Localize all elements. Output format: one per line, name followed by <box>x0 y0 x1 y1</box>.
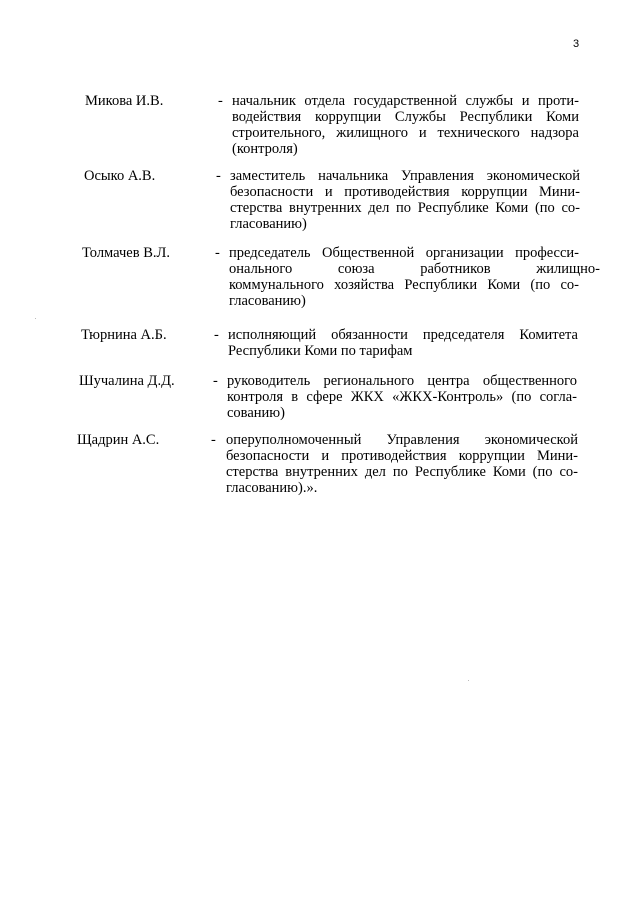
position-line: водействия коррупции Службы Республики Коми <box>232 109 579 125</box>
position-line: стерства внутренних дел по Республике Коми (по со- <box>226 464 578 480</box>
position-line: руководитель регионального центра общественного <box>227 373 577 389</box>
position-line: безопасности и противодействия коррупции Мини- <box>230 184 580 200</box>
member-position <box>228 327 578 359</box>
member-position <box>232 93 579 157</box>
member-name: Тюрнина А.Б. <box>81 327 167 343</box>
position-line: коммунального хозяйства Республики Коми (по со- <box>229 277 579 293</box>
position-line: безопасности и противодействия коррупции Мини- <box>226 448 578 464</box>
scan-speck <box>468 680 469 681</box>
position-line: контроля в сфере ЖКХ «ЖКХ-Контроль» (по согла- <box>227 389 577 405</box>
position-line: онального союза работников жилищно- <box>229 261 600 277</box>
position-line: гласованию) <box>230 216 307 232</box>
dash-separator: - <box>215 245 220 261</box>
dash-separator: - <box>211 432 216 448</box>
position-line: строительного, жилищного и технического надзора <box>232 125 579 141</box>
position-line: сованию) <box>227 405 285 421</box>
position-line: заместитель начальника Управления экономической <box>230 168 580 184</box>
page-number: 3 <box>573 38 580 50</box>
position-line: стерства внутренних дел по Республике Коми (по со- <box>230 200 580 216</box>
position-line: председатель Общественной организации професси- <box>229 245 579 261</box>
position-line: гласованию) <box>229 293 306 309</box>
position-line: исполняющий обязанности председателя Комитета <box>228 327 578 343</box>
scan-speck <box>35 318 36 319</box>
dash-separator: - <box>216 168 221 184</box>
member-name: Микова И.В. <box>85 93 164 109</box>
member-name: Щадрин А.С. <box>77 432 160 448</box>
member-position <box>229 245 600 309</box>
member-name: Осыко А.В. <box>84 168 156 184</box>
dash-separator: - <box>218 93 223 109</box>
position-line: гласованию).». <box>226 480 318 496</box>
position-line: оперуполномоченный Управления экономической <box>226 432 578 448</box>
position-line: начальник отдела государственной службы и проти- <box>232 93 579 109</box>
position-line: (контроля) <box>232 141 298 157</box>
dash-separator: - <box>213 373 218 389</box>
member-position <box>230 168 580 232</box>
position-line: Республики Коми по тарифам <box>228 343 413 359</box>
member-position <box>226 432 578 496</box>
dash-separator: - <box>214 327 219 343</box>
member-name: Шучалина Д.Д. <box>79 373 175 389</box>
member-position <box>227 373 577 421</box>
member-name: Толмачев В.Л. <box>82 245 170 261</box>
